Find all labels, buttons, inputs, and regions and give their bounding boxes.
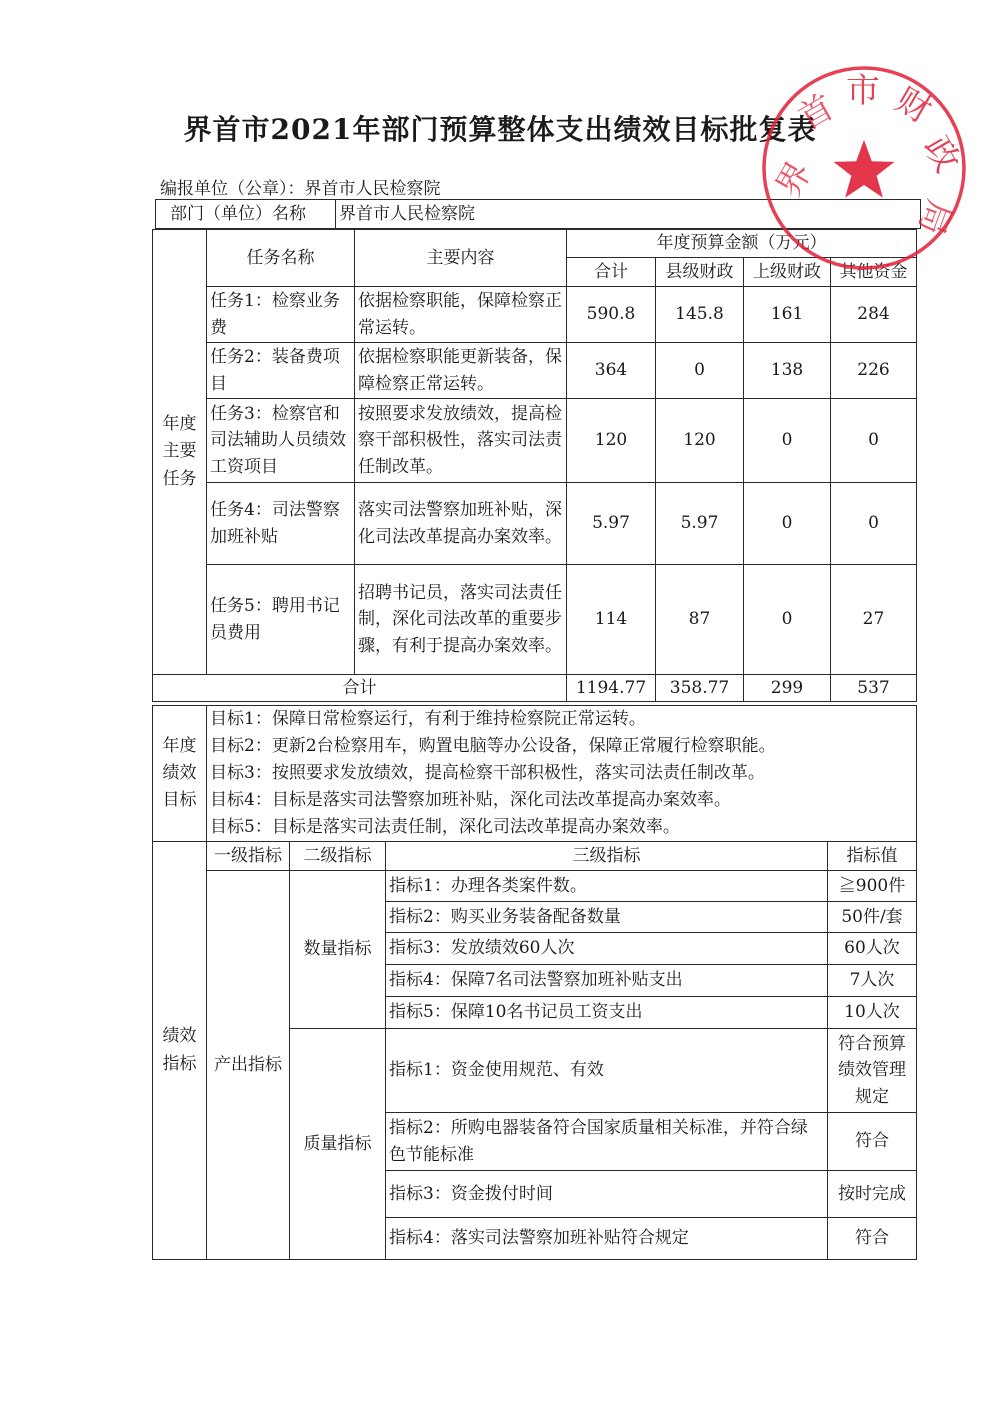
goals-list — [207, 706, 917, 842]
header-content: 主要内容 — [355, 230, 567, 287]
task-name: 任务1：检察业务费 — [207, 287, 355, 343]
page-title: 界首市2021年部门预算整体支出绩效目标批复表 — [183, 113, 817, 146]
svg-text:财: 财 — [888, 79, 939, 132]
task-content: 依据检察职能，保障检察正常运转。 — [355, 287, 567, 343]
indicators-table — [152, 841, 917, 1260]
header-level3: 三级指标 — [386, 842, 828, 871]
sum-total: 1194.77 — [567, 675, 656, 702]
indicator-text: 指标3：发放绩效60人次 — [386, 933, 828, 965]
task-upper: 161 — [744, 287, 831, 343]
header-other: 其他资金 — [831, 258, 917, 287]
task-total: 5.97 — [567, 483, 656, 565]
task-county: 120 — [656, 399, 744, 483]
task-other: 0 — [831, 483, 917, 565]
svg-text:界: 界 — [768, 154, 820, 205]
header-task-name: 任务名称 — [207, 230, 355, 287]
task-content: 依据检察职能更新装备，保障检察正常运转。 — [355, 343, 567, 399]
indicator-value: 50件/套 — [828, 902, 917, 933]
goal-item: 目标4：目标是落实司法警察加班补贴，深化司法改革提高办案效率。 — [210, 790, 731, 810]
tasks-table — [152, 229, 917, 702]
sum-label: 合计 — [153, 675, 567, 702]
goals-table — [152, 705, 917, 842]
goal-item: 目标2：更新2台检察用车，购置电脑等办公设备，保障正常履行检察职能。 — [210, 736, 776, 756]
task-county: 0 — [656, 343, 744, 399]
indicator-value: 7人次 — [828, 965, 917, 997]
tasks-section-label: 年度主要任务 — [153, 230, 207, 675]
sum-county: 358.77 — [656, 675, 744, 702]
header-level2: 二级指标 — [290, 842, 386, 871]
svg-text:市: 市 — [846, 71, 880, 111]
sum-other: 537 — [831, 675, 917, 702]
task-name: 任务4：司法警察加班补贴 — [207, 483, 355, 565]
task-other: 27 — [831, 565, 917, 675]
dept-value: 界首市人民检察院 — [336, 200, 921, 229]
indicator-text: 指标1：办理各类案件数。 — [386, 871, 828, 902]
indicator-text: 指标5：保障10名书记员工资支出 — [386, 997, 828, 1029]
indicator-text: 指标3：资金拨付时间 — [386, 1171, 828, 1218]
dept-label: 部门（单位）名称 — [156, 200, 336, 229]
sum-upper: 299 — [744, 675, 831, 702]
indicator-text: 指标1：资金使用规范、有效 — [386, 1029, 828, 1113]
goal-item: 目标1：保障日常检察运行，有利于维持检察院正常运转。 — [210, 709, 646, 729]
header-upper: 上级财政 — [744, 258, 831, 287]
indicator-value: 60人次 — [828, 933, 917, 965]
seal-star-icon — [834, 140, 895, 198]
header-value: 指标值 — [828, 842, 917, 871]
header-total: 合计 — [567, 258, 656, 287]
task-total: 120 — [567, 399, 656, 483]
indicator-text: 指标2：所购电器装备符合国家质量相关标准，并符合绿色节能标准 — [386, 1113, 828, 1171]
task-other: 0 — [831, 399, 917, 483]
goals-section-label: 年度绩效目标 — [153, 706, 207, 842]
indicator-value: ≧900件 — [828, 871, 917, 902]
header-county: 县级财政 — [656, 258, 744, 287]
indicator-value: 符合 — [828, 1113, 917, 1171]
task-upper: 0 — [744, 483, 831, 565]
task-other: 284 — [831, 287, 917, 343]
task-total: 364 — [567, 343, 656, 399]
indicator-text: 指标2：购买业务装备配备数量 — [386, 902, 828, 933]
reporting-unit: 编报单位（公章）：界首市人民检察院 — [160, 179, 441, 199]
task-content: 落实司法警察加班补贴，深化司法改革提高办案效率。 — [355, 483, 567, 565]
level2-quantity: 数量指标 — [290, 871, 386, 1029]
indicator-text: 指标4：保障7名司法警察加班补贴支出 — [386, 965, 828, 997]
indicator-value: 10人次 — [828, 997, 917, 1029]
goal-item: 目标3：按照要求发放绩效，提高检察干部积极性，落实司法责任制改革。 — [210, 763, 765, 783]
task-total: 590.8 — [567, 287, 656, 343]
task-upper: 0 — [744, 399, 831, 483]
indicator-value: 按时完成 — [828, 1171, 917, 1218]
header-level1: 一级指标 — [207, 842, 290, 871]
indicators-section-label: 绩效指标 — [153, 842, 207, 1260]
task-county: 87 — [656, 565, 744, 675]
task-other: 226 — [831, 343, 917, 399]
svg-text:局: 局 — [909, 194, 960, 241]
task-name: 任务5：聘用书记员费用 — [207, 565, 355, 675]
task-name: 任务3：检察官和司法辅助人员绩效工资项目 — [207, 399, 355, 483]
level1-output: 产出指标 — [207, 871, 290, 1260]
task-content: 招聘书记员，落实司法责任制，深化司法改革的重要步骤，有利于提高办案效率。 — [355, 565, 567, 675]
dept-table — [155, 199, 921, 229]
task-county: 145.8 — [656, 287, 744, 343]
indicator-value: 符合预算绩效管理规定 — [828, 1029, 917, 1113]
level2-quality: 质量指标 — [290, 1029, 386, 1260]
task-content: 按照要求发放绩效，提高检察干部积极性，落实司法责任制改革。 — [355, 399, 567, 483]
task-total: 114 — [567, 565, 656, 675]
svg-text:首: 首 — [791, 86, 842, 139]
indicator-value: 符合 — [828, 1218, 917, 1260]
indicator-text: 指标4：落实司法警察加班补贴符合规定 — [386, 1218, 828, 1260]
task-county: 5.97 — [656, 483, 744, 565]
task-upper: 0 — [744, 565, 831, 675]
task-upper: 138 — [744, 343, 831, 399]
svg-text:政: 政 — [915, 129, 968, 180]
task-name: 任务2：装备费项目 — [207, 343, 355, 399]
header-budget: 年度预算金额（万元） — [567, 230, 917, 258]
goal-item: 目标5：目标是落实司法责任制，深化司法改革提高办案效率。 — [210, 817, 680, 837]
